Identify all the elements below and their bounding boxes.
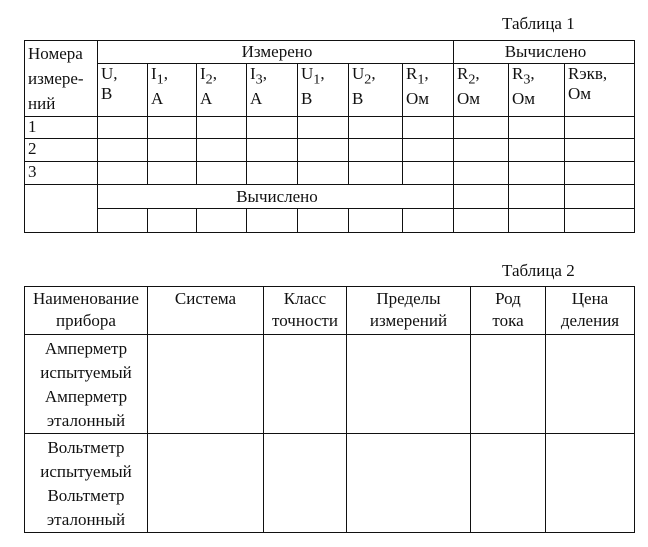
empty-number-cell: [25, 185, 98, 233]
division-value-header: Цена деления: [546, 287, 635, 335]
row-number-1: 1: [25, 117, 98, 139]
bottom-calculated-header: Вычислено: [98, 185, 454, 209]
table2-caption: Таблица 2: [502, 261, 575, 280]
number-header: [25, 41, 98, 117]
current-type-header: Род тока: [471, 287, 546, 335]
table-1: [24, 40, 635, 233]
table-2: [24, 286, 635, 533]
col-header-R3: $R_3$, Ом: [509, 64, 565, 117]
device-name-header: Наименование прибора: [25, 287, 148, 335]
number-header-line-1: Номера: [28, 44, 83, 63]
system-header: Система: [148, 287, 264, 335]
accuracy-class-header: Класс точности: [264, 287, 347, 335]
col-header-I3: $I_3$, A: [247, 64, 298, 117]
voltmeter-row-label: Вольтметр испытуемый Вольтметр эталонный: [25, 434, 148, 533]
calculated-group-header: Вычислено: [454, 41, 635, 64]
measurement-limits-header: Пределы измерений: [347, 287, 471, 335]
col-header-I2: $I_2$, A: [197, 64, 247, 117]
row-number-3: 3: [25, 162, 98, 185]
row-number-2: 2: [25, 139, 98, 162]
col-header-R2: $R_2$, Ом: [454, 64, 509, 117]
col-header-I1: $I_1$, A: [148, 64, 197, 117]
col-header-U2: $U_2$, B: [349, 64, 403, 117]
col-header-Rekv: Rэкв, Ом: [565, 64, 635, 117]
table1-caption: Таблица 1: [502, 14, 575, 33]
col-header-U1: $U_1$, B: [298, 64, 349, 117]
ammeter-row-label: Амперметр испытуемый Амперметр эталонный: [25, 335, 148, 434]
number-header-line-2: измере-: [28, 69, 84, 88]
col-header-U: U, B: [98, 64, 148, 117]
number-header-line-3: ний: [28, 94, 56, 113]
measured-group-header: Измерено: [98, 41, 454, 64]
col-header-R1: $R_1$, Ом: [403, 64, 454, 117]
